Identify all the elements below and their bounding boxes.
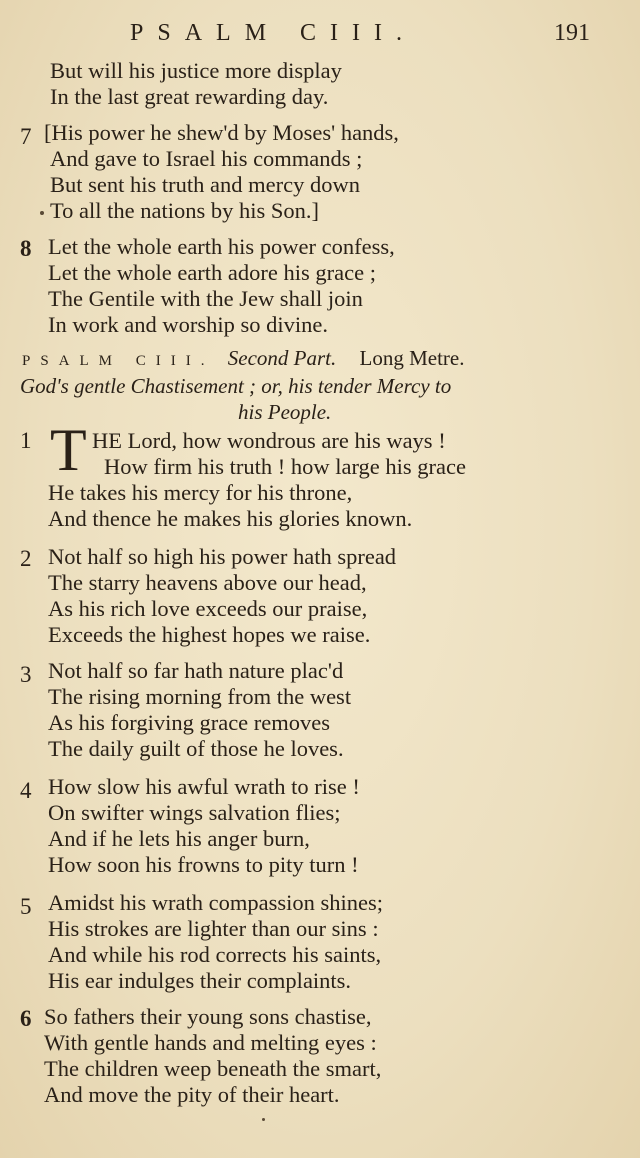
verse-line: The daily guilt of those he loves. (48, 736, 344, 761)
verse-line: So fathers their young sons chastise, (44, 1004, 372, 1029)
verse-line: HE Lord, how wondrous are his ways ! (92, 428, 446, 453)
part-heading-part: Second Part. (227, 346, 337, 370)
verse-line: How soon his frowns to pity turn ! (48, 852, 359, 877)
subtitle-line: God's gentle Chastisement ; or, his tender Mercy to (20, 374, 452, 398)
verse-line: Exceeds the highest hopes we raise. (48, 622, 371, 647)
verse-line: Let the whole earth his power confess, (48, 234, 395, 259)
verse-line: His strokes are lighter than our sins : (48, 916, 379, 941)
page-header (0, 20, 640, 52)
stanza-number: 4 (20, 778, 32, 803)
verse-line: And gave to Israel his commands ; (50, 146, 363, 171)
verse-line: He takes his mercy for his throne, (48, 480, 353, 505)
verse-line: The Gentile with the Jew shall join (48, 286, 363, 311)
verse-line: How firm his truth ! how large his grace (104, 454, 466, 479)
drop-cap: T (50, 417, 87, 483)
verse-line: On swifter wings salvation flies; (48, 800, 341, 825)
ink-speck (40, 211, 44, 215)
verse-line: And if he lets his anger burn, (48, 826, 310, 851)
subtitle-line: his People. (238, 400, 332, 424)
verse-line: The children weep beneath the smart, (44, 1056, 382, 1081)
part-heading-psalm: PSALM CIII. (22, 353, 215, 369)
verse-line: But sent his truth and mercy down (50, 172, 360, 197)
verse-line: As his forgiving grace removes (48, 710, 331, 735)
verse-line: Not half so high his power hath spread (48, 544, 397, 569)
stanza-number: 3 (20, 662, 32, 687)
part-heading-metre: Long Metre. (359, 346, 465, 370)
verse-line: And thence he makes his glories known. (48, 506, 413, 531)
verse-line: With gentle hands and melting eyes : (44, 1030, 377, 1055)
verse-line: And move the pity of their heart. (44, 1082, 340, 1107)
part-heading (22, 346, 464, 371)
verse-line: The starry heavens above our head, (48, 570, 367, 595)
verse-line: How slow his awful wrath to rise ! (48, 774, 360, 799)
stanza-number: 2 (20, 546, 32, 571)
verse-line: But will his justice more display (50, 58, 342, 83)
verse-line: The rising morning from the west (48, 684, 352, 709)
verse-line: Let the whole earth adore his grace ; (48, 260, 376, 285)
stanza-number: 6 (20, 1006, 32, 1031)
stanza-number: 5 (20, 894, 32, 919)
verse-line: In work and worship so divine. (48, 312, 328, 337)
verse-line: [His power he shew'd by Moses' hands, (44, 120, 399, 145)
stanza-number: 1 (20, 428, 32, 453)
verse-line: And while his rod corrects his saints, (48, 942, 382, 967)
page-number: 191 (554, 20, 590, 46)
verse-line: In the last great rewarding day. (50, 84, 329, 109)
verse-line: Not half so far hath nature plac'd (48, 658, 344, 683)
verse-line: As his rich love exceeds our praise, (48, 596, 368, 621)
verse-line: His ear indulges their complaints. (48, 968, 352, 993)
verse-line: Amidst his wrath compassion shines; (48, 890, 383, 915)
verse-line: To all the nations by his Son.] (50, 198, 320, 223)
running-title: PSALM CIII. (130, 20, 417, 46)
stanza-number: 8 (20, 236, 32, 261)
ink-speck (262, 1118, 265, 1121)
stanza-number: 7 (20, 124, 32, 149)
